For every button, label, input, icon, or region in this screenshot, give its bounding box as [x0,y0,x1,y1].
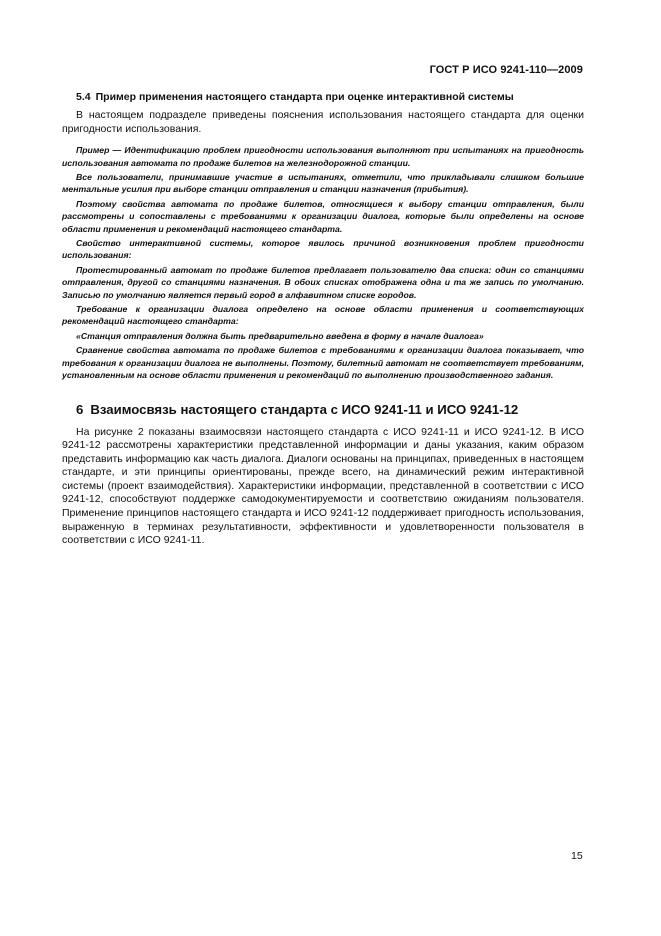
document-code-header: ГОСТ Р ИСО 9241-110—2009 [429,64,583,76]
example-paragraph-3: Поэтому свойства автомата по продаже билетов, относящиеся к выбору станции отправления, были рассмотрены и сопоставлены с требованиями к организации диалога, которые были определены на основе области применения и рекомендаций настоящего стандарта. [62,198,584,234]
section-6-body: На рисунке 2 показаны взаимосвязи настоящего стандарта с ИСО 9241-11 и ИСО 9241-12. В ИСО 9241-12 рассмотрены характеристики представленной информации и даны указания, каким образом представить информацию как часть диалога. Диалоги основаны на принципах, приведенных в настоящем стандарте, и эти принципы ориентированы, прежде всего, на динамический режим интерактивной системы (проект взаимодействия). Характеристики информации, представленной в соответствии с ИСО 9241-12, способствуют поддержке самодокументируемости и соответствию ожиданиям пользователя. Применение принципов настоящего стандарта и ИСО 9241-12 поддерживает пригодность использования, выраженную в терминах результативности, эффективности и удовлетворенности пользователя в соответствии с ИСО 9241-11. [62,425,584,547]
example-block [62,144,584,381]
section-6-title: Взаимосвязь настоящего стандарта с ИСО 9241-11 и ИСО 9241-12 [90,401,519,417]
section-6-heading [62,402,584,417]
example-paragraph-8: Сравнение свойства автомата по продаже билетов с требованиями к организации диалога показывает, что требования к организации диалога не выполнены. Поэтому, билетный автомат не соответствует требованиям, установленным на основе области применения и рекомендаций по выполнению производственного задания. [62,345,584,381]
section-5-4-number: 5.4 [76,91,91,103]
section-6-number: 6 [76,401,84,417]
example-paragraph-6: Требование к организации диалога определено на основе области применения и соответствующих рекомендаций настоящего стандарта: [62,304,584,327]
section-5-4-heading [62,91,584,103]
example-paragraph-5: Протестированный автомат по продаже билетов предлагает пользователю два списка: один со станциями отправления, другой со станциями назначения. В обоих списках отображена одна и та же запись по умолчанию. Записью по умолчанию является первый город в алфавитном списке городов. [62,264,584,300]
example-paragraph-2: Все пользователи, принимавшие участие в испытаниях, отметили, что прикладывали слишком большие ментальные усилия при выборе станции отправления и станции назначения (прибытия). [62,172,584,195]
example-paragraph-1: Пример — Идентификацию проблем пригодности использования выполняют при испытаниях на пригодность использования автомата по продаже билетов на железнодорожной станции. [62,145,584,168]
section-5-4-title: Пример применения настоящего стандарта при оценке интерактивной системы [95,91,514,103]
page-content [62,91,584,548]
example-paragraph-7: «Станция отправления должна быть предварительно введена в форму в начале диалога» [76,330,484,341]
example-paragraph-4: Свойство интерактивной системы, которое явилось причиной возникновения проблем пригодности использования: [62,238,584,261]
section-5-4-intro: В настоящем подразделе приведены пояснения использования настоящего стандарта для оценки пригодности использования. [62,109,584,135]
page-number: 15 [571,850,583,862]
